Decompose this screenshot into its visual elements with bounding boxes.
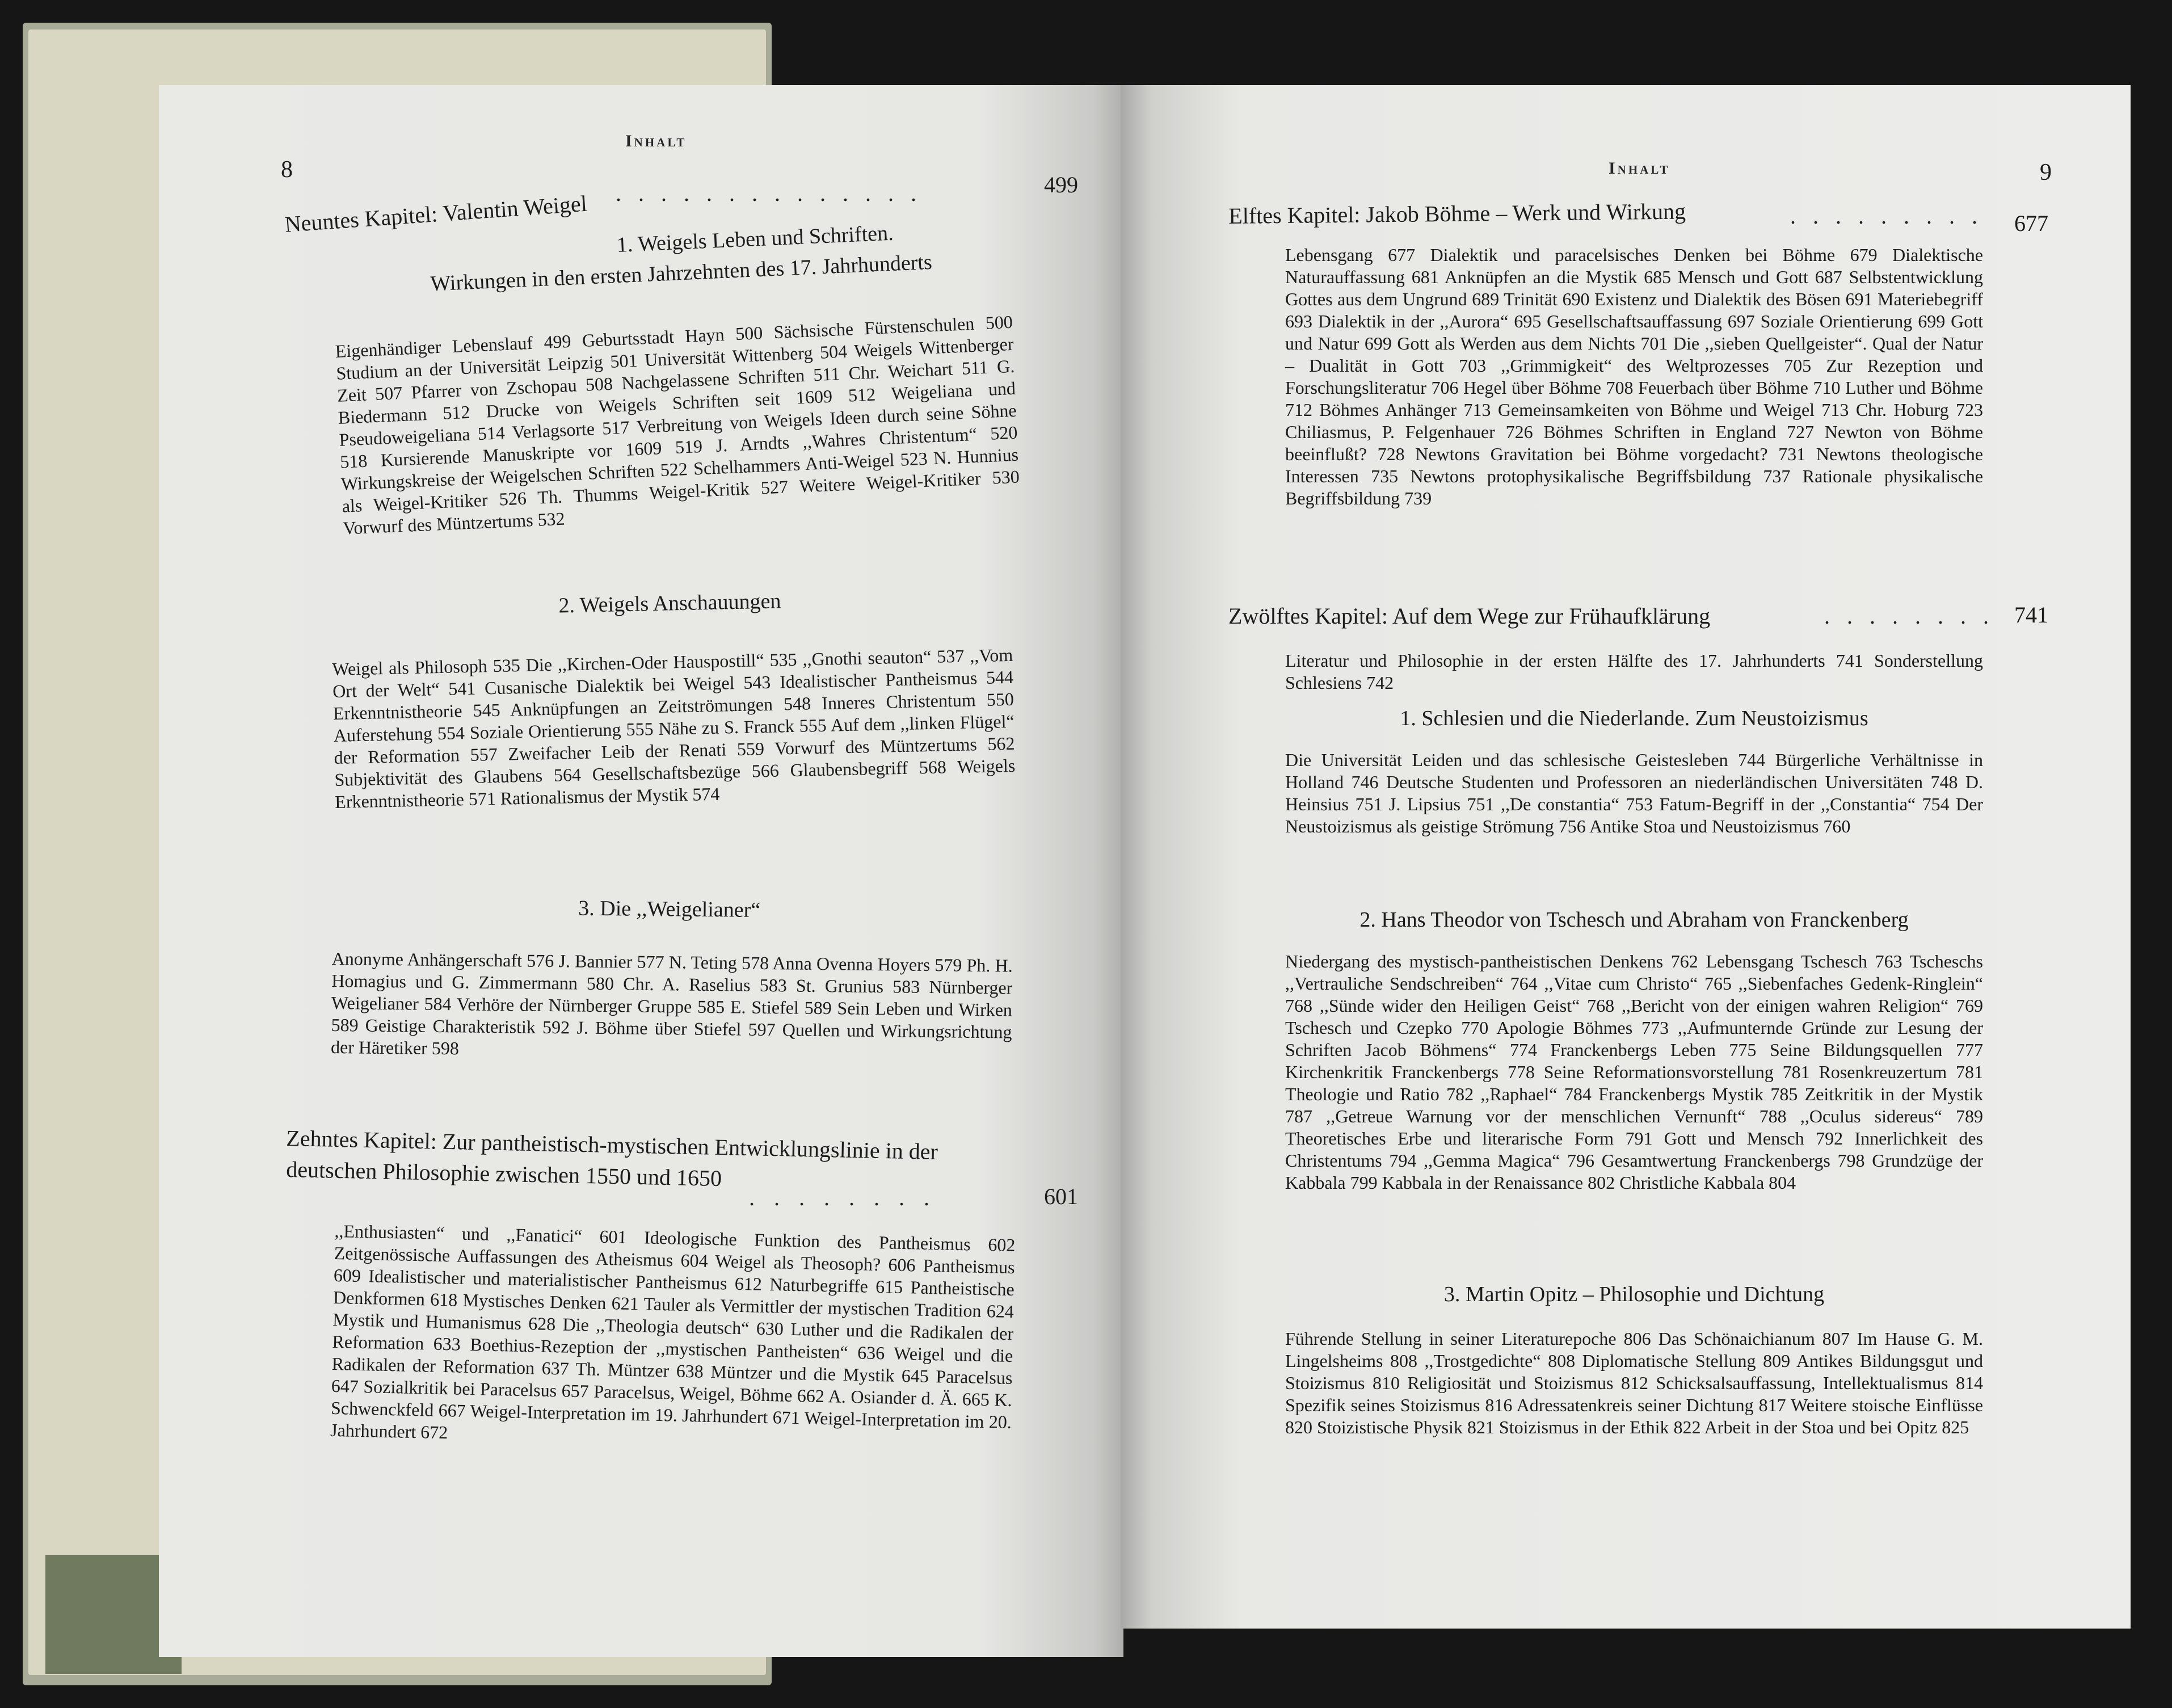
chapter-12-page: 741 — [2014, 602, 2048, 628]
chapter-10-title-line1: Zehntes Kapitel: Zur pantheistisch-mystischen Entwicklungslinie in der — [285, 1125, 938, 1165]
right-page — [1121, 85, 2131, 1629]
chapter-10-dots: . . . . . . . . — [749, 1185, 936, 1210]
chapter-10-title-line2: deutschen Philosophie zwischen 1550 und 1650 — [285, 1156, 722, 1192]
chapter-11-text: Lebensgang 677 Dialektik und paracelsisches Denken bei Böhme 679 Dialektische Naturauffassung 681 Anknüpfen an die Mystik 685 Mensch und Gott 687 Selbstentwicklung Gottes aus dem Ungrund 689 Trinität 690 Existenz und Dialektik des Bösen 691 Materiebegriff 693 Dialektik in der ,,Aurora“ 695 Gesellschaftsauffassung 697 Soziale Orientierung 699 Gott und Natur 699 Gott als Werden aus dem Nichts 701 Die ,,sieben Quellgeister“. Qual der Natur – Dualität in Gott 703 ,,Grimmigkeit“ des Weltprozesses 705 Zur Rezeption und Forschungsliteratur 706 Hegel über Böhme 708 Feuerbach über Böhme 710 Luther und Böhme 712 Böhmes Anhänger 713 Gemeinsamkeiten von Böhme und Weigel 713 Chr. Hoburg 723 Chiliasmus, P. Felgenhauer 726 Böhmes Schriften in England 727 Newton von Böhme beeinflußt? 728 Newtons Gravitation bei Böhme vorgedacht? 731 Newtons theologische Interessen 735 Newtons protophysikalische Begriffsbildung 737 Rationale physikalische Begriffsbildung 739 — [1285, 245, 1983, 508]
section-9-3-title: 3. Die ,,Weigelianer“ — [578, 896, 761, 922]
chapter-9-heading — [284, 189, 588, 239]
page-number-left: 8 — [281, 157, 293, 183]
chapter-12-dots: . . . . . . . . — [1824, 603, 1994, 629]
section-12-1-title: 1. Schlesien und die Niederlande. Zum Neustoizismus — [1400, 706, 1868, 730]
section-9-2-text: Weigel als Philosoph 535 Die ,,Kirchen-Oder Hauspostill“ 535 ,,Gnothi seauton“ 537 ,,Vom Ort der Welt“ 541 Cusanische Dialektik bei Weigel 543 Idealistischer Pantheismus 544 Erkenntnistheorie 545 Anknüpfungen an Zeitströmungen 548 Inneres Christentum 550 Auferstehung 554 Soziale Orientierung 555 Nähe zu S. Franck 555 Auf dem ,,linken Flügel“ der Reformation 557 Zweifacher Leib der Renati 559 Vorwurf des Müntzertums 562 Subjektivität des Glaubens 564 Gesellschaftsbezüge 566 Glaubensbegriff 568 Weigels Erkenntnistheorie 571 Rationalismus der Mystik 574 — [332, 644, 1016, 812]
chapter-9-dots: . . . . . . . . . . . . . . — [616, 180, 922, 206]
chapter-10-text: ,,Enthusiasten“ und ,,Fanatici“ 601 Ideologische Funktion des Pantheismus 602 Zeitgenössische Auffassungen des Atheismus 604 Weigel als Theosoph? 606 Pantheismus 609 Idealistischer und materialistischer Pantheismus 612 Naturbegriffe 615 Pantheistische Denkformen 618 Mystisches Denken 621 Tauler als Vermittler der mystischen Tradition 624 Mystik und Humanismus 628 Die ,,Theologia deutsch“ 630 Luther und die Radikalen der Reformation 633 Boethius-Rezeption der ,,mystischen Pantheisten“ 636 Weigel und die Radikalen der Reformation 637 Th. Müntzer 638 Müntzer und die Mystik 645 Paracelsus 647 Sozialkritik bei Paracelsus 657 Paracelsus, Weigel, Böhme 662 A. Osiander d. Ä. 665 K. Schwenckfeld 667 Weigel-Interpretation im 19. Jahrhundert 671 Weigel-Interpretation im 20. Jahrhundert 672 — [330, 1220, 1016, 1443]
chapter-9-title: Neuntes Kapitel: Valentin Weigel — [284, 190, 588, 237]
chapter-11-page: 677 — [2014, 211, 2048, 236]
left-page — [159, 85, 1123, 1657]
section-12-2-text: Niedergang des mystisch-pantheistischen Denkens 762 Lebensgang Tschesch 763 Tscheschs ,,Vertrauliche Sendschreiben“ 764 ,,Vitae cum Christo“ 765 ,,Siebenfaches Gedenk-Ringlein“ 768 ,,Sünde wider den Heiligen Geist“ 768 ,,Bericht von der einigen wahren Religion“ 769 Tschesch und Czepko 770 Apologie Böhmes 773 ,,Aufmunternde Gründe zur Lesung der Schriften Jacob Böhmens“ 774 Franckenbergs Leben 775 Seine Bildungsquellen 777 Kirchenkritik Franckenbergs 778 Seine Reformationsvorstellung 781 Rosenkreuzertum 781 Theologie und Ratio 782 ,,Raphael“ 784 Franckenbergs Mystik 785 Zeitkritik in der Mystik 787 ,,Getreue Warnung vor der menschlichen Vernunft“ 788 ,,Oculus sidereus“ 789 Theoretisches Erbe und literarische Form 791 Gott und Mensch 792 Innerlichkeit des Christentums 794 ,,Gemma Magica“ 796 Gesamtwertung Franckenbergs 798 Grundzüge der Kabbala 799 Kabbala in der Renaissance 802 Christliche Kabbala 804 — [1285, 951, 1983, 1193]
page-number-right: 9 — [2040, 159, 2052, 186]
section-12-3-title: 3. Martin Opitz – Philosophie und Dichtung — [1443, 1282, 1825, 1306]
section-9-1-title-line2: Wirkungen in den ersten Jahrzehnten des 17. Jahrhunderts — [430, 250, 933, 296]
chapter-11-dots: . . . . . . . . . — [1790, 203, 1983, 229]
chapter-12-title: Zwölftes Kapitel: Auf dem Wege zur Frühaufklärung — [1228, 603, 1711, 629]
section-12-1-text: Die Universität Leiden und das schlesische Geistesleben 744 Bürgerliche Verhältnisse in Holland 746 Deutsche Studenten und Professoren an niederländischen Universitäten 748 D. Heinsius 751 J. Lipsius 751 ,,De constantia“ 753 Fatum-Begriff in der ,,Constantia“ 754 Der Neustoizismus als geistige Strömung 756 Antike Stoa und Neustoizismus 760 — [1285, 750, 1983, 836]
section-12-3-text: Führende Stellung in seiner Literaturepoche 806 Das Schönaichianum 807 Im Hause G. M. Lingelsheims 808 ,,Trostgedichte“ 808 Diplomatische Stellung 809 Antikes Bildungsgut und Stoizismus 810 Religiosität und Stoizismus 812 Schicksalsauffassung, Intellektualismus 814 Spezifik seines Stoizismus 816 Adressatenkreis seiner Dichtung 817 Weitere stoische Einflüsse 820 Stoizistische Physik 821 Stoizismus in der Ethik 822 Arbeit in der Stoa und bei Opitz 825 — [1285, 1328, 1983, 1437]
section-12-2-title: 2. Hans Theodor von Tschesch und Abraham von Franckenberg — [1359, 908, 1909, 932]
chapter-10-page: 601 — [1044, 1184, 1078, 1209]
section-9-2-title: 2. Weigels Anschauungen — [558, 589, 781, 618]
chapter-9-page: 499 — [1044, 172, 1078, 197]
section-9-3-text: Anonyme Anhängerschaft 576 J. Bannier 577 N. Teting 578 Anna Ovenna Hoyers 579 Ph. H. Homagius und G. Zimmermann 580 Chr. A. Raselius 583 St. Grunius 583 Nürnberger Weigelianer 584 Verhöre der Nürnberger Gruppe 585 E. Stiefel 589 Sein Leben und Wirken 589 Geistige Charakteristik 592 J. Böhme über Stiefel 597 Quellen und Wirkungsrichtung der Häretiker 598 — [330, 948, 1013, 1059]
section-9-1-text: Eigenhändiger Lebenslauf 499 Geburtsstadt Hayn 500 Sächsische Fürstenschulen 500 Studium an der Universität Leipzig 501 Universität Wittenberg 504 Weigels Wittenberger Zeit 507 Pfarrer von Zschopau 508 Nachgelassene Schriften 511 Chr. Weichart 511 G. Biedermann 512 Drucke von Weigels Schriften seit 1609 512 Weigeliana und Pseudoweigeliana 514 Verlagsorte 517 Verbreitung von Weigels Ideen durch seine Söhne 518 Kursierende Manuskripte vor 1609 519 J. Arndts ,,Wahres Christentum“ 520 Wirkungskreise der Weigelschen Schriften 522 Schelhammers Anti-Weigel 523 N. Hunnius als Weigel-Kritiker 526 Th. Thumms Weigel-Kritik 527 Weitere Weigel-Kritiker 530 Vorwurf des Müntzertums 532 — [335, 311, 1020, 539]
section-9-1-title-line1: 1. Weigels Leben und Schriften. — [616, 221, 894, 257]
running-head-left: Inhalt — [625, 132, 687, 150]
chapter-12-text: Literatur und Philosophie in der ersten Hälfte des 17. Jahrhunderts 741 Sonderstellung Schlesiens 742 — [1285, 650, 1983, 693]
chapter-11-title: Elftes Kapitel: Jakob Böhme – Werk und Wirkung — [1228, 198, 1686, 229]
running-head-right: Inhalt — [1609, 159, 1670, 178]
